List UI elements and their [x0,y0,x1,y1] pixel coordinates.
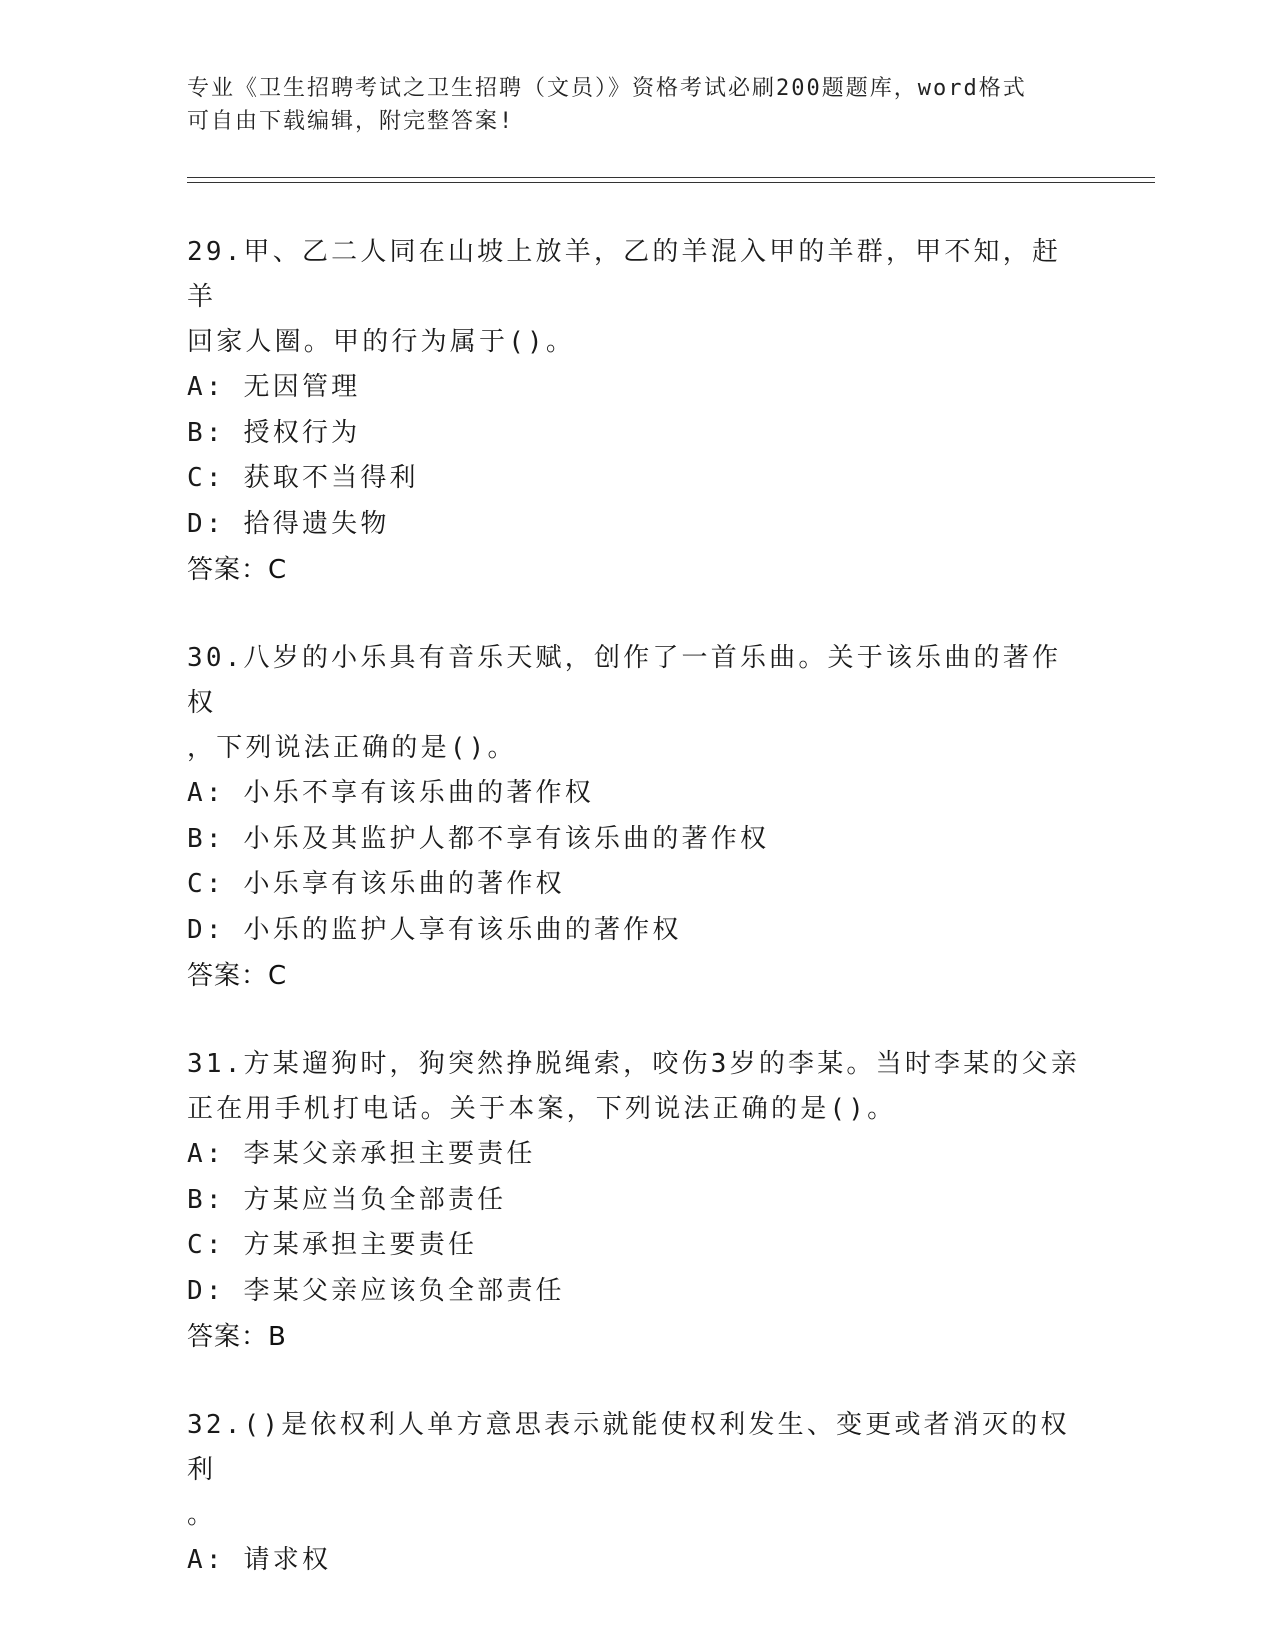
header-rule-bottom [187,182,1155,183]
question-stem-line: 29.甲、乙二人同在山坡上放羊，乙的羊混入甲的羊群，甲不知，赶羊 [187,237,1062,312]
option-a: A: 无因管理 [187,372,361,402]
question-32 [187,1403,1087,1584]
answer-line: 答案：C [187,555,288,585]
question-stem-line: 。 [187,1500,217,1530]
question-stem-line: 31.方某遛狗时，狗突然挣脱绳索，咬伤3岁的李某。当时李某的父亲 [187,1049,1081,1079]
header-rule-top [187,177,1155,178]
option-c: C: 小乐享有该乐曲的著作权 [187,869,565,899]
question-stem-line: ，下列说法正确的是()。 [187,733,517,763]
option-c: C: 方某承担主要责任 [187,1230,478,1260]
option-a: A: 李某父亲承担主要责任 [187,1139,536,1169]
question-list [187,230,1087,1627]
question-30 [187,636,1087,999]
option-d: D: 李某父亲应该负全部责任 [187,1275,565,1306]
option-b: B: 小乐及其监护人都不享有该乐曲的著作权 [187,823,770,854]
option-a: A: 请求权 [187,1545,332,1575]
option-d: D: 拾得遗失物 [187,508,390,539]
header-line-1: 专业《卫生招聘考试之卫生招聘（文员）》资格考试必刷200题题库，word格式 [187,76,1027,101]
option-c: C: 获取不当得利 [187,463,419,493]
question-31 [187,1042,1087,1360]
answer-line: 答案：B [187,1322,287,1352]
question-stem-line: 32.()是依权利人单方意思表示就能使权利发生、变更或者消灭的权利 [187,1410,1070,1485]
header-line-2: 可自由下载编辑，附完整答案! [187,109,515,134]
question-stem-line: 30.八岁的小乐具有音乐天赋，创作了一首乐曲。关于该乐曲的著作权 [187,643,1062,718]
question-stem-line: 回家人圈。甲的行为属于()。 [187,327,576,357]
option-b: B: 方某应当负全部责任 [187,1184,507,1215]
option-d: D: 小乐的监护人享有该乐曲的著作权 [187,914,682,945]
question-stem-line: 正在用手机打电话。关于本案，下列说法正确的是()。 [187,1094,897,1124]
document-header [187,72,1067,138]
question-29 [187,230,1087,593]
option-b: B: 授权行为 [187,417,361,448]
answer-line: 答案：C [187,961,288,991]
option-a: A: 小乐不享有该乐曲的著作权 [187,778,594,808]
